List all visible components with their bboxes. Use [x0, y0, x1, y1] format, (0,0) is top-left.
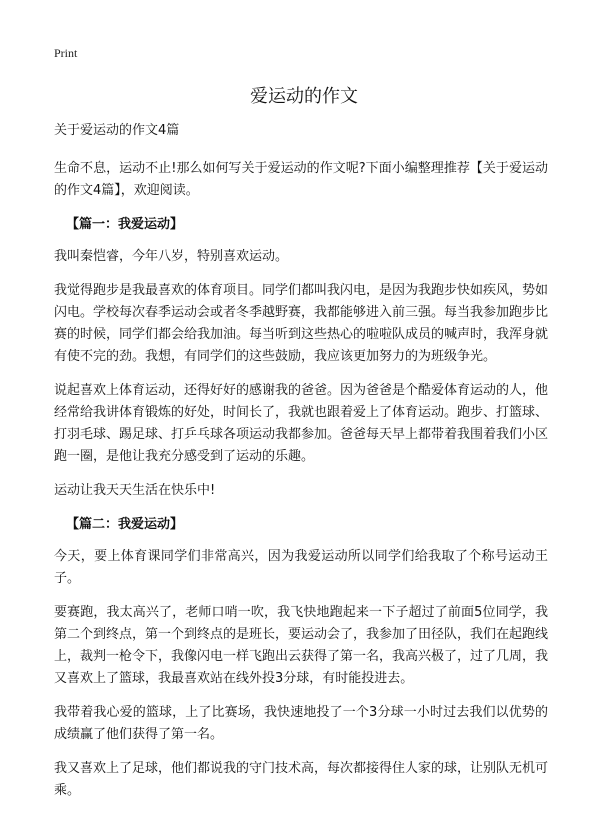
section-2-paragraph-4: 我又喜欢上了足球，他们都说我的守门技术高，每次都接得住人家的球，让别队无机可乘。 — [54, 761, 549, 798]
page-title: 爱运动的作文 — [250, 86, 358, 107]
section-2-paragraph-3: 我带着我心爱的篮球，上了比赛场，我快速地投了一个3分球一小时过去我们以优势的成绩赢了他们获得了第一名。 — [54, 705, 548, 742]
section-2-heading: 【篇二：我爱运动】 — [66, 517, 184, 532]
article-subtitle: 关于爱运动的作文4篇 — [54, 123, 180, 138]
article-body — [54, 120, 548, 814]
section-1-paragraph-4: 运动让我天天生活在快乐中! — [54, 483, 216, 498]
section-1-paragraph-1: 我叫秦恺睿，今年八岁，特别喜欢运动。 — [54, 249, 289, 264]
section-1-paragraph-3: 说起喜欢上体育运动，还得好好的感谢我的爸爸。因为爸爸是个酷爱体育运动的人，他经常给我讲体育锻炼的好处，时间长了，我就也跟着爱上了体育运动。跑步、打篮球、打羽毛球、踢足球、打乒乓球各项运动我都参加。爸爸每天早上都带着我围着我们小区跑一圈，是他让我充分感受到了运动的乐趣。 — [54, 383, 549, 464]
section-2-paragraph-1: 今天，要上体育课同学们非常高兴，因为我爱运动所以同学们给我取了个称号运动王子。 — [54, 549, 548, 586]
section-2-paragraph-2: 要赛跑，我太高兴了，老师口哨一吹，我飞快地跑起来一下子超过了前面5位同学，我第二个到终点，第一个到终点的是班长，要运动会了，我参加了田径队，我们在起跑线上，裁判一枪令下，我像闪电一样飞跑出云获得了第一名，我高兴极了，过了几周，我又喜欢上了篮球，我最喜欢站在线外投3分球，有时能投进去。 — [54, 605, 549, 686]
intro-paragraph: 生命不息，运动不止!那么如何写关于爱运动的作文呢?下面小编整理推荐【关于爱运动的作文4篇】，欢迎阅读。 — [54, 161, 548, 198]
section-1-heading: 【篇一：我爱运动】 — [66, 217, 184, 232]
section-1-paragraph-2: 我觉得跑步是我最喜欢的体育项目。同学们都叫我闪电，是因为我跑步快如疾风，势如闪电。学校每次春季运动会或者冬季越野赛，我都能够进入前三强。每当我参加跑步比赛的时候，同学们都会给我加油。每当听到这些热心的啦啦队成员的喊声时，我浑身就有使不完的劲。我想，有同学们的这些鼓励，我应该更加努力的为班级争光。 — [54, 283, 549, 364]
print-link[interactable]: Print — [54, 46, 78, 60]
